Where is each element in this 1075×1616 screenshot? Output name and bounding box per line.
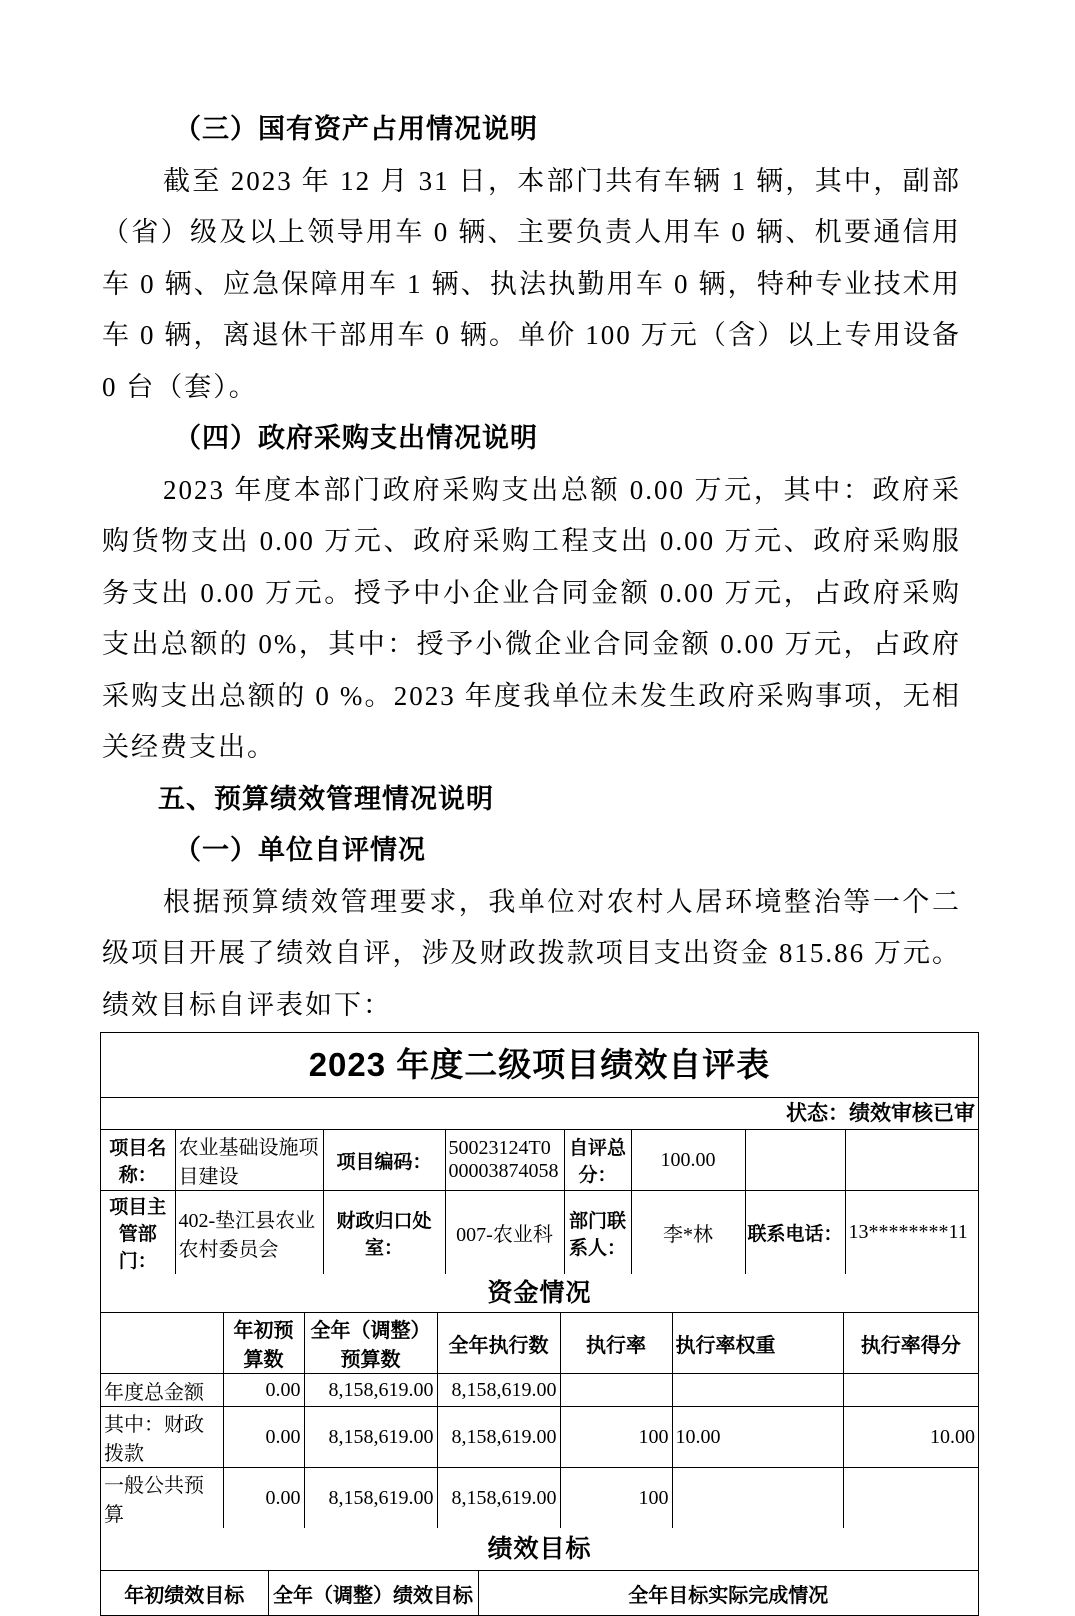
heading-self-evaluation: （一）单位自评情况 — [174, 835, 426, 865]
finance-office-value: 007-农业科 — [445, 1191, 564, 1275]
project-name-label: 项目名称： — [101, 1130, 175, 1191]
cell-value: 8,158,619.00 — [437, 1468, 560, 1529]
dept-value: 402-垫江县农业农村委员会 — [175, 1191, 323, 1275]
funds-col-adjusted-budget: 全年（调整）预算数 — [304, 1313, 437, 1374]
funds-col-exec-rate: 执行率 — [560, 1313, 672, 1374]
goals-header-row — [101, 1571, 978, 1615]
cell-value: 8,158,619.00 — [437, 1374, 560, 1407]
goals-col-completed: 全年目标实际完成情况 — [478, 1571, 978, 1615]
goals-table — [101, 1571, 978, 1615]
funds-col-executed: 全年执行数 — [437, 1313, 560, 1374]
cell-value: 0.00 — [223, 1468, 304, 1529]
cell-value: 10.00 — [843, 1407, 978, 1468]
cell-value — [672, 1374, 843, 1407]
selfeval-table — [100, 1032, 979, 1616]
cell-value: 100 — [560, 1468, 672, 1529]
row-label: 一般公共预算 — [101, 1468, 223, 1529]
table-title: 2023 年度二级项目绩效自评表 — [101, 1033, 978, 1098]
row-label: 年度总金额 — [101, 1374, 223, 1407]
phone-label: 联系电话： — [745, 1191, 845, 1275]
heading-gov-procurement: （四）政府采购支出情况说明 — [174, 423, 538, 453]
contact-person-value: 李*林 — [631, 1191, 745, 1275]
funds-section-header: 资金情况 — [101, 1274, 978, 1313]
goals-col-adjusted: 全年（调整）绩效目标 — [268, 1571, 478, 1615]
table-row — [101, 1407, 978, 1468]
funds-col-empty — [101, 1313, 223, 1374]
funds-header-row — [101, 1313, 978, 1374]
cell-value — [672, 1468, 843, 1529]
status-badge: 状态：绩效审核已审 — [101, 1098, 978, 1130]
paragraph-self-evaluation: 根据预算绩效管理要求，我单位对农村人居环境整治等一个二级项目开展了绩效自评，涉及财政拨款项目支出资金 815.86 万元。绩效目标自评表如下： — [102, 886, 961, 1020]
empty-cell — [745, 1130, 845, 1191]
table-row — [101, 1374, 978, 1407]
goals-section-header: 绩效目标 — [101, 1528, 978, 1571]
dept-label: 项目主管部门： — [101, 1191, 175, 1275]
finance-office-label: 财政归口处室： — [323, 1191, 445, 1275]
row-label: 其中：财政拨款 — [101, 1407, 223, 1468]
cell-value: 8,158,619.00 — [304, 1407, 437, 1468]
cell-value: 0.00 — [223, 1374, 304, 1407]
project-code-label: 项目编码： — [323, 1130, 445, 1191]
table-row — [101, 1468, 978, 1529]
heading-state-assets: （三）国有资产占用情况说明 — [174, 114, 538, 144]
phone-value: 13********11 — [845, 1191, 978, 1275]
contact-person-label: 部门联系人： — [564, 1191, 631, 1275]
funds-col-exec-rate-score: 执行率得分 — [843, 1313, 978, 1374]
cell-value: 100 — [560, 1407, 672, 1468]
table-row — [101, 1130, 978, 1191]
project-info-table — [101, 1130, 978, 1274]
cell-value — [843, 1468, 978, 1529]
self-score-value: 100.00 — [631, 1130, 745, 1191]
table-row — [101, 1191, 978, 1275]
paragraph-gov-procurement: 2023 年度本部门政府采购支出总额 0.00 万元，其中：政府采购货物支出 0.00 万元、政府采购工程支出 0.00 万元、政府采购服务支出 0.00 万元。授予中小企业合同金额 0.00 万元，占政府采购支出总额的 0%，其中：授予小微企业合同金额 0.00 万元，占政府采购支出总额的 0 %。2023 年度我单位未发生政府采购事项，无相关经费支出。 — [102, 474, 961, 762]
funds-table — [101, 1313, 978, 1528]
funds-col-initial-budget: 年初预算数 — [223, 1313, 304, 1374]
cell-value — [560, 1374, 672, 1407]
self-score-label: 自评总分： — [564, 1130, 631, 1191]
heading-budget-performance: 五、预算绩效管理情况说明 — [158, 783, 494, 814]
project-code-value: 50023124T000003874058 — [445, 1130, 564, 1191]
cell-value: 10.00 — [672, 1407, 843, 1468]
project-name-value: 农业基础设施项目建设 — [175, 1130, 323, 1191]
paragraph-state-assets: 截至 2023 年 12 月 31 日，本部门共有车辆 1 辆，其中，副部（省）级及以上领导用车 0 辆、主要负责人用车 0 辆、机要通信用车 0 辆、应急保障用车 1 辆、执法执勤用车 0 辆，特种专业技术用车 0 辆，离退休干部用车 0 辆。单价 100 万元（含）以上专用设备 0 台（套）。 — [102, 165, 961, 402]
cell-value: 8,158,619.00 — [304, 1374, 437, 1407]
cell-value: 8,158,619.00 — [437, 1407, 560, 1468]
cell-value — [843, 1374, 978, 1407]
goals-col-initial: 年初绩效目标 — [101, 1571, 268, 1615]
empty-cell — [845, 1130, 978, 1191]
funds-col-exec-rate-weight: 执行率权重 — [672, 1313, 843, 1374]
cell-value: 8,158,619.00 — [304, 1468, 437, 1529]
cell-value: 0.00 — [223, 1407, 304, 1468]
page-content — [100, 0, 977, 1616]
